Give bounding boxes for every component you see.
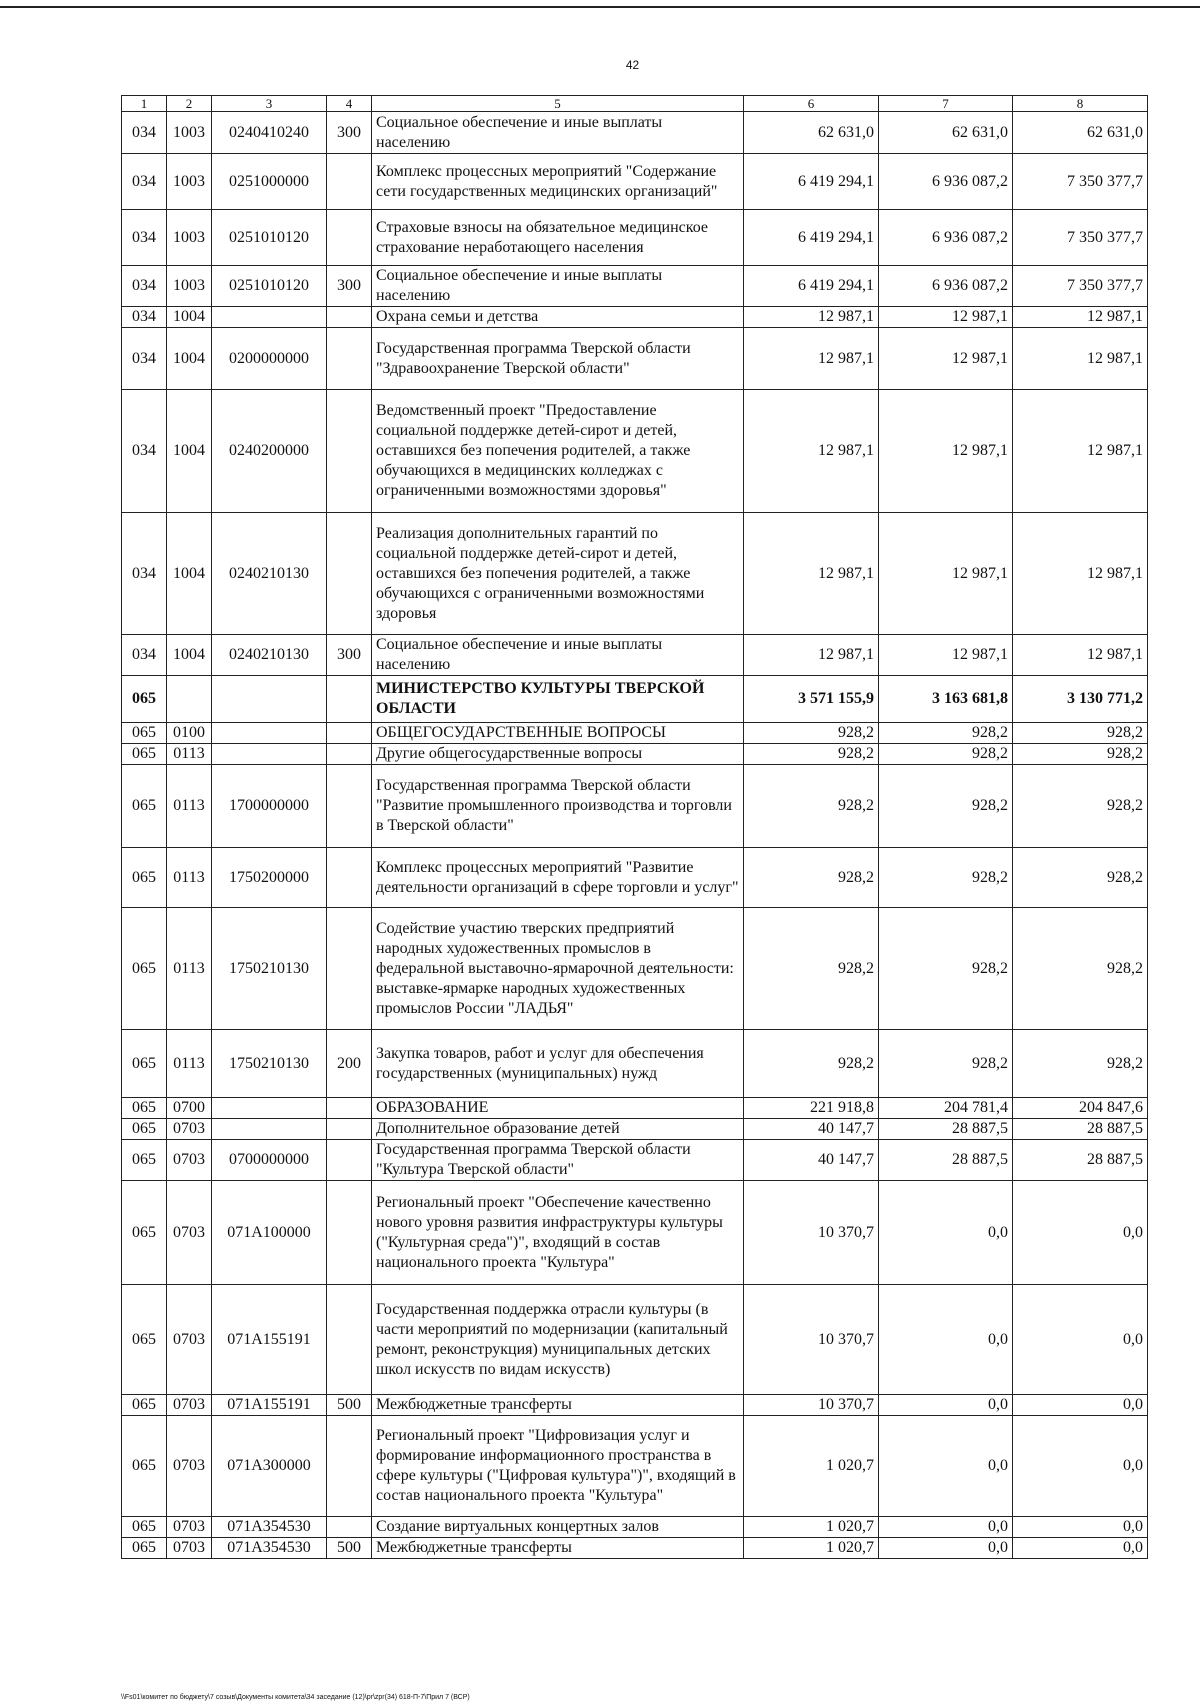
section-code: 1004	[167, 390, 212, 513]
amount-col-7: 12 987,1	[879, 307, 1013, 328]
target-article-code	[212, 723, 327, 744]
amount-col-8: 0,0	[1013, 1538, 1148, 1559]
row-description: ОБЩЕГОСУДАРСТВЕННЫЕ ВОПРОСЫ	[372, 723, 744, 744]
amount-col-8: 0,0	[1013, 1181, 1148, 1285]
expense-type-code: 300	[327, 112, 372, 154]
expense-type-code	[327, 1517, 372, 1538]
amount-col-7: 62 631,0	[879, 112, 1013, 154]
ministry-code: 065	[122, 1538, 167, 1559]
ministry-code: 034	[122, 266, 167, 307]
amount-col-6: 12 987,1	[744, 328, 879, 390]
amount-col-8: 28 887,5	[1013, 1119, 1148, 1140]
target-article-code: 0251010120	[212, 266, 327, 307]
row-description: Государственная программа Тверской области "Развитие промышленного производства и торговли в Тверской области"	[372, 765, 744, 848]
table-row	[122, 1030, 1148, 1098]
target-article-code: 0200000000	[212, 328, 327, 390]
table-row	[122, 1416, 1148, 1517]
ministry-code: 065	[122, 1098, 167, 1119]
page-number: 42	[625, 58, 640, 72]
table-row	[122, 1140, 1148, 1181]
amount-col-8: 3 130 771,2	[1013, 676, 1148, 723]
row-description: Региональный проект "Цифровизация услуг и формирование информационного пространства в сфере культуры ("Цифровая культура")", входящий в состав национального проекта "Культура"	[372, 1416, 744, 1517]
section-code: 1004	[167, 513, 212, 635]
section-code: 0700	[167, 1098, 212, 1119]
ministry-code: 065	[122, 723, 167, 744]
amount-col-7: 12 987,1	[879, 513, 1013, 635]
expense-type-code	[327, 676, 372, 723]
section-code: 0703	[167, 1538, 212, 1559]
target-article-code: 0240210130	[212, 513, 327, 635]
budget-table	[121, 95, 1148, 1559]
table-row	[122, 307, 1148, 328]
target-article-code: 071A354530	[212, 1517, 327, 1538]
target-article-code: 071A300000	[212, 1416, 327, 1517]
amount-col-6: 40 147,7	[744, 1119, 879, 1140]
ministry-code: 034	[122, 307, 167, 328]
amount-col-7: 0,0	[879, 1416, 1013, 1517]
target-article-code	[212, 1119, 327, 1140]
amount-col-8: 12 987,1	[1013, 390, 1148, 513]
ministry-code: 034	[122, 328, 167, 390]
section-code: 0703	[167, 1140, 212, 1181]
row-description: Ведомственный проект "Предоставление социальной поддержке детей-сирот и детей, оставшихся без попечения родителей, а также обучающихся в медицинских колледжах с ограниченными возможностями здоровья"	[372, 390, 744, 513]
column-number: 8	[1013, 96, 1148, 112]
table-row	[122, 154, 1148, 210]
expense-type-code	[327, 848, 372, 908]
amount-col-6: 12 987,1	[744, 635, 879, 676]
expense-type-code	[327, 723, 372, 744]
table-row	[122, 513, 1148, 635]
amount-col-8: 0,0	[1013, 1416, 1148, 1517]
amount-col-6: 12 987,1	[744, 390, 879, 513]
target-article-code: 0240410240	[212, 112, 327, 154]
section-code: 0703	[167, 1181, 212, 1285]
ministry-code: 065	[122, 1395, 167, 1416]
amount-col-6: 10 370,7	[744, 1181, 879, 1285]
expense-type-code	[327, 390, 372, 513]
section-code: 0113	[167, 765, 212, 848]
amount-col-7: 204 781,4	[879, 1098, 1013, 1119]
target-article-code: 1750200000	[212, 848, 327, 908]
expense-type-code	[327, 513, 372, 635]
expense-type-code	[327, 328, 372, 390]
amount-col-6: 6 419 294,1	[744, 210, 879, 266]
expense-type-code	[327, 307, 372, 328]
row-description: ОБРАЗОВАНИЕ	[372, 1098, 744, 1119]
amount-col-6: 221 918,8	[744, 1098, 879, 1119]
section-code	[167, 676, 212, 723]
amount-col-8: 62 631,0	[1013, 112, 1148, 154]
section-code: 0703	[167, 1285, 212, 1395]
footer-file-path: \\Fs01\комитет по бюджету\7 созыв\Документы комитета\34 заседание (12)\pr\zpr(34) 618-П-7\Прил 7 (ВСР)	[121, 1694, 470, 1701]
section-code: 0703	[167, 1416, 212, 1517]
amount-col-6: 928,2	[744, 908, 879, 1030]
amount-col-7: 0,0	[879, 1181, 1013, 1285]
ministry-code: 065	[122, 848, 167, 908]
column-number: 3	[212, 96, 327, 112]
row-description: Комплекс процессных мероприятий "Содержание сети государственных медицинских организаций"	[372, 154, 744, 210]
amount-col-6: 1 020,7	[744, 1416, 879, 1517]
section-code: 0703	[167, 1119, 212, 1140]
top-border-line	[0, 0, 1200, 8]
amount-col-6: 62 631,0	[744, 112, 879, 154]
ministry-code: 034	[122, 210, 167, 266]
amount-col-7: 12 987,1	[879, 328, 1013, 390]
amount-col-8: 928,2	[1013, 1030, 1148, 1098]
amount-col-7: 6 936 087,2	[879, 154, 1013, 210]
row-description: Комплекс процессных мероприятий "Развитие деятельности организаций в сфере торговли и услуг"	[372, 848, 744, 908]
amount-col-6: 10 370,7	[744, 1285, 879, 1395]
row-description: Страховые взносы на обязательное медицинское страхование неработающего населения	[372, 210, 744, 266]
ministry-code: 034	[122, 635, 167, 676]
table-row	[122, 328, 1148, 390]
expense-type-code: 200	[327, 1030, 372, 1098]
section-code: 0113	[167, 848, 212, 908]
amount-col-6: 928,2	[744, 848, 879, 908]
table-row	[122, 1395, 1148, 1416]
row-description: Содействие участию тверских предприятий народных художественных промыслов в федеральной выставочно-ярмарочной деятельности: выставке-ярмарке народных художественных промыслов России "ЛАДЬЯ"	[372, 908, 744, 1030]
table-row	[122, 112, 1148, 154]
section-code: 0703	[167, 1395, 212, 1416]
target-article-code: 0700000000	[212, 1140, 327, 1181]
table-row	[122, 1181, 1148, 1285]
column-number: 6	[744, 96, 879, 112]
section-code: 1004	[167, 635, 212, 676]
row-description: Охрана семьи и детства	[372, 307, 744, 328]
amount-col-7: 928,2	[879, 848, 1013, 908]
ministry-code: 065	[122, 676, 167, 723]
column-number: 7	[879, 96, 1013, 112]
section-code: 1003	[167, 210, 212, 266]
expense-type-code	[327, 154, 372, 210]
amount-col-7: 928,2	[879, 744, 1013, 765]
ministry-code: 065	[122, 765, 167, 848]
target-article-code	[212, 744, 327, 765]
table-row	[122, 266, 1148, 307]
amount-col-8: 7 350 377,7	[1013, 154, 1148, 210]
amount-col-7: 0,0	[879, 1517, 1013, 1538]
target-article-code: 071A155191	[212, 1285, 327, 1395]
column-number: 4	[327, 96, 372, 112]
row-description: Государственная программа Тверской области "Культура Тверской области"	[372, 1140, 744, 1181]
amount-col-7: 928,2	[879, 765, 1013, 848]
section-code: 1004	[167, 307, 212, 328]
amount-col-8: 0,0	[1013, 1285, 1148, 1395]
column-number-row	[122, 96, 1148, 112]
amount-col-8: 0,0	[1013, 1517, 1148, 1538]
row-description: Межбюджетные трансферты	[372, 1395, 744, 1416]
amount-col-7: 12 987,1	[879, 390, 1013, 513]
table-row	[122, 765, 1148, 848]
section-code: 1003	[167, 154, 212, 210]
table-row	[122, 1538, 1148, 1559]
table-row	[122, 676, 1148, 723]
amount-col-7: 928,2	[879, 723, 1013, 744]
ministry-code: 065	[122, 1030, 167, 1098]
ministry-code: 065	[122, 908, 167, 1030]
amount-col-6: 928,2	[744, 744, 879, 765]
amount-col-8: 12 987,1	[1013, 328, 1148, 390]
section-code: 0100	[167, 723, 212, 744]
row-description: Реализация дополнительных гарантий по социальной поддержке детей-сирот и детей, оставшихся без попечения родителей, а также обучающихся с ограниченными возможностями здоровья	[372, 513, 744, 635]
column-number: 1	[122, 96, 167, 112]
section-code: 0113	[167, 908, 212, 1030]
amount-col-8: 28 887,5	[1013, 1140, 1148, 1181]
amount-col-7: 0,0	[879, 1395, 1013, 1416]
amount-col-6: 12 987,1	[744, 513, 879, 635]
expense-type-code	[327, 1181, 372, 1285]
row-description: Социальное обеспечение и иные выплаты населению	[372, 635, 744, 676]
column-number: 2	[167, 96, 212, 112]
amount-col-8: 12 987,1	[1013, 635, 1148, 676]
row-description: Социальное обеспечение и иные выплаты населению	[372, 266, 744, 307]
amount-col-6: 6 419 294,1	[744, 266, 879, 307]
expense-type-code	[327, 908, 372, 1030]
amount-col-7: 3 163 681,8	[879, 676, 1013, 723]
amount-col-8: 204 847,6	[1013, 1098, 1148, 1119]
amount-col-6: 1 020,7	[744, 1517, 879, 1538]
target-article-code: 0240210130	[212, 635, 327, 676]
section-code: 1003	[167, 266, 212, 307]
expense-type-code: 300	[327, 635, 372, 676]
amount-col-7: 0,0	[879, 1285, 1013, 1395]
amount-col-6: 40 147,7	[744, 1140, 879, 1181]
table-row	[122, 1517, 1148, 1538]
expense-type-code	[327, 1140, 372, 1181]
target-article-code	[212, 307, 327, 328]
table-row	[122, 1285, 1148, 1395]
ministry-code: 065	[122, 1285, 167, 1395]
expense-type-code	[327, 765, 372, 848]
table-row	[122, 390, 1148, 513]
target-article-code: 071A100000	[212, 1181, 327, 1285]
row-description: Социальное обеспечение и иные выплаты населению	[372, 112, 744, 154]
table-row	[122, 744, 1148, 765]
row-description: Закупка товаров, работ и услуг для обеспечения государственных (муниципальных) нужд	[372, 1030, 744, 1098]
table-row	[122, 723, 1148, 744]
amount-col-8: 12 987,1	[1013, 307, 1148, 328]
amount-col-7: 28 887,5	[879, 1119, 1013, 1140]
amount-col-6: 3 571 155,9	[744, 676, 879, 723]
target-article-code: 0240200000	[212, 390, 327, 513]
amount-col-6: 928,2	[744, 723, 879, 744]
expense-type-code	[327, 1285, 372, 1395]
amount-col-8: 928,2	[1013, 765, 1148, 848]
amount-col-6: 12 987,1	[744, 307, 879, 328]
table-row	[122, 1119, 1148, 1140]
table-body	[122, 96, 1148, 1559]
section-code: 0113	[167, 1030, 212, 1098]
expense-type-code: 500	[327, 1538, 372, 1559]
table-row	[122, 210, 1148, 266]
ministry-code: 034	[122, 154, 167, 210]
expense-type-code: 300	[327, 266, 372, 307]
table-row	[122, 848, 1148, 908]
target-article-code	[212, 676, 327, 723]
row-description: Дополнительное образование детей	[372, 1119, 744, 1140]
ministry-code: 065	[122, 1181, 167, 1285]
amount-col-6: 1 020,7	[744, 1538, 879, 1559]
amount-col-8: 928,2	[1013, 723, 1148, 744]
expense-type-code	[327, 1119, 372, 1140]
amount-col-6: 928,2	[744, 1030, 879, 1098]
amount-col-8: 12 987,1	[1013, 513, 1148, 635]
target-article-code: 1750210130	[212, 1030, 327, 1098]
amount-col-6: 6 419 294,1	[744, 154, 879, 210]
row-description: Другие общегосударственные вопросы	[372, 744, 744, 765]
amount-col-7: 6 936 087,2	[879, 266, 1013, 307]
target-article-code: 071A354530	[212, 1538, 327, 1559]
section-code: 1004	[167, 328, 212, 390]
table-row	[122, 635, 1148, 676]
amount-col-8: 928,2	[1013, 744, 1148, 765]
target-article-code	[212, 1098, 327, 1119]
row-description: Создание виртуальных концертных залов	[372, 1517, 744, 1538]
row-description: МИНИСТЕРСТВО КУЛЬТУРЫ ТВЕРСКОЙ ОБЛАСТИ	[372, 676, 744, 723]
expense-type-code: 500	[327, 1395, 372, 1416]
amount-col-6: 10 370,7	[744, 1395, 879, 1416]
amount-col-8: 928,2	[1013, 908, 1148, 1030]
amount-col-6: 928,2	[744, 765, 879, 848]
amount-col-7: 28 887,5	[879, 1140, 1013, 1181]
ministry-code: 065	[122, 1517, 167, 1538]
target-article-code: 1700000000	[212, 765, 327, 848]
amount-col-8: 0,0	[1013, 1395, 1148, 1416]
section-code: 1003	[167, 112, 212, 154]
section-code: 0113	[167, 744, 212, 765]
target-article-code: 071A155191	[212, 1395, 327, 1416]
amount-col-7: 12 987,1	[879, 635, 1013, 676]
amount-col-8: 7 350 377,7	[1013, 266, 1148, 307]
section-code: 0703	[167, 1517, 212, 1538]
expense-type-code	[327, 1098, 372, 1119]
row-description: Региональный проект "Обеспечение качественно нового уровня развития инфраструктуры культуры ("Культурная среда")", входящий в состав национального проекта "Культура"	[372, 1181, 744, 1285]
ministry-code: 034	[122, 390, 167, 513]
amount-col-7: 0,0	[879, 1538, 1013, 1559]
expense-type-code	[327, 1416, 372, 1517]
amount-col-8: 7 350 377,7	[1013, 210, 1148, 266]
table-row	[122, 908, 1148, 1030]
target-article-code: 0251010120	[212, 210, 327, 266]
table-row	[122, 1098, 1148, 1119]
ministry-code: 065	[122, 1416, 167, 1517]
expense-type-code	[327, 744, 372, 765]
expense-type-code	[327, 210, 372, 266]
ministry-code: 065	[122, 744, 167, 765]
ministry-code: 034	[122, 112, 167, 154]
row-description: Государственная программа Тверской области "Здравоохранение Тверской области"	[372, 328, 744, 390]
column-number: 5	[372, 96, 744, 112]
row-description: Межбюджетные трансферты	[372, 1538, 744, 1559]
ministry-code: 034	[122, 513, 167, 635]
ministry-code: 065	[122, 1140, 167, 1181]
target-article-code: 0251000000	[212, 154, 327, 210]
amount-col-7: 928,2	[879, 908, 1013, 1030]
amount-col-8: 928,2	[1013, 848, 1148, 908]
amount-col-7: 928,2	[879, 1030, 1013, 1098]
row-description: Государственная поддержка отрасли культуры (в части мероприятий по модернизации (капитальный ремонт, реконструкция) муниципальных детских школ искусств по видам искусств)	[372, 1285, 744, 1395]
amount-col-7: 6 936 087,2	[879, 210, 1013, 266]
ministry-code: 065	[122, 1119, 167, 1140]
target-article-code: 1750210130	[212, 908, 327, 1030]
